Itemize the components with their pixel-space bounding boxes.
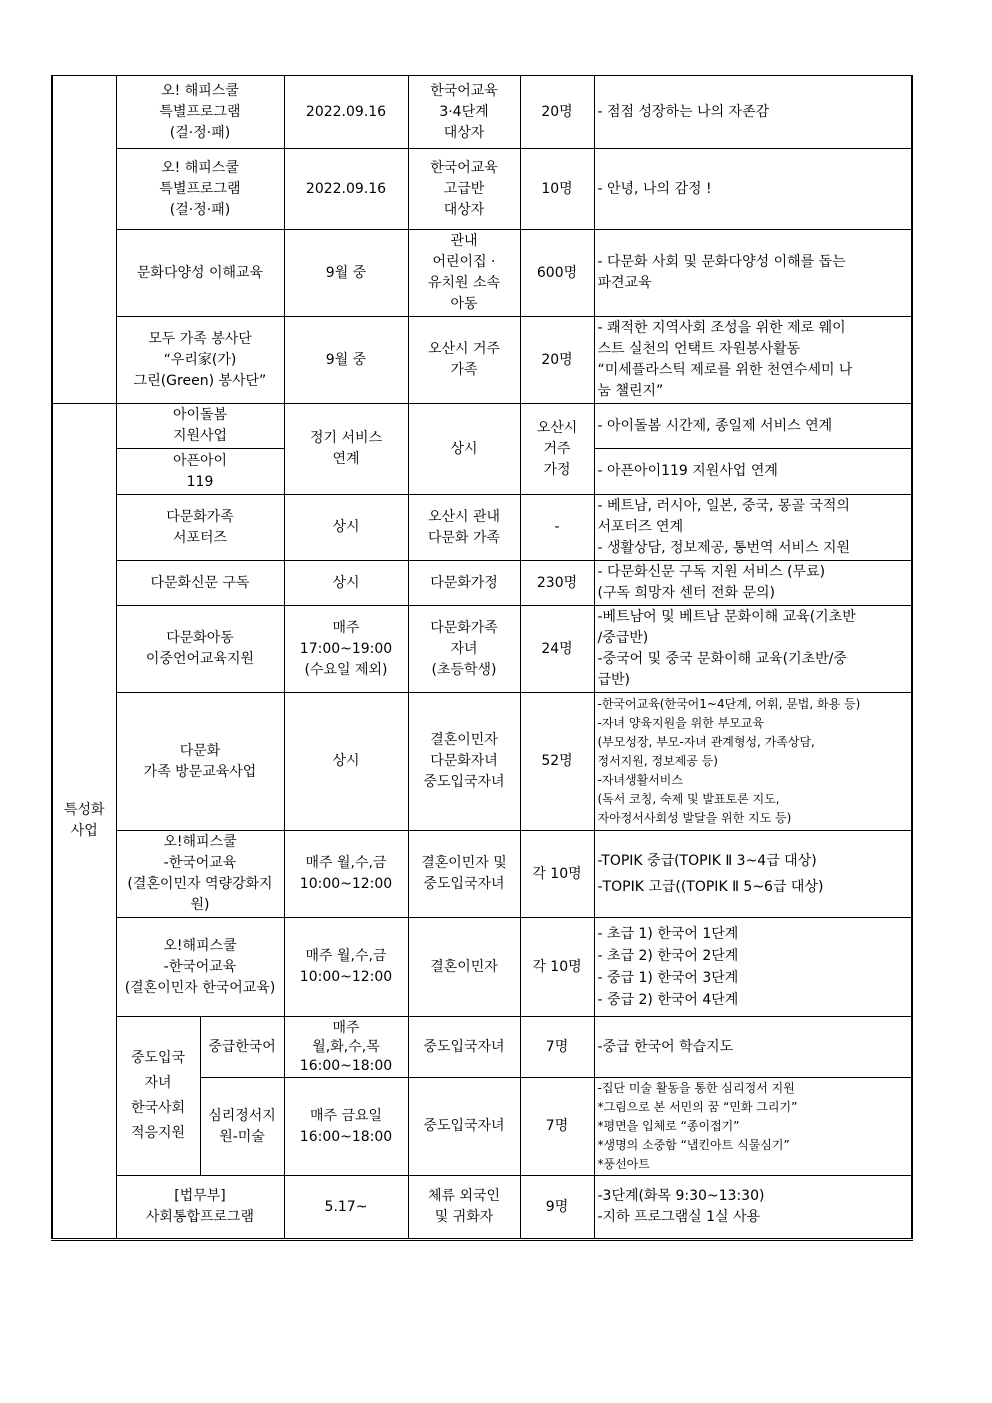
program-schedule: 매주 월,수,금 10:00~12:00 xyxy=(284,831,408,918)
program-target: 한국어교육 고급반 대상자 xyxy=(408,149,520,230)
program-count: 오산시 거주 가정 xyxy=(520,404,594,495)
table-row xyxy=(52,317,912,404)
program-count: 20명 xyxy=(520,317,594,404)
program-target: 오산시 거주 가족 xyxy=(408,317,520,404)
program-schedule: 9월 중 xyxy=(284,317,408,404)
program-count: 10명 xyxy=(520,149,594,230)
program-schedule: 9월 중 xyxy=(284,230,408,317)
program-name: 심리정서지 원-미술 xyxy=(200,1078,284,1176)
program-schedule: 2022.09.16 xyxy=(284,149,408,230)
table-row xyxy=(52,1017,912,1078)
program-content: - 베트남, 러시아, 일본, 중국, 몽골 국적의 서포터즈 연계 - 생활상담, 정보제공, 통번역 서비스 지원 xyxy=(594,495,912,561)
table-row xyxy=(52,693,912,831)
program-schedule: 매주 월,수,금 10:00~12:00 xyxy=(284,918,408,1017)
program-count: 7명 xyxy=(520,1017,594,1078)
program-target: 관내 어린이집 · 유치원 소속 아동 xyxy=(408,230,520,317)
program-schedule: 상시 xyxy=(284,495,408,561)
program-target: 다문화가족 자녀 (초등학생) xyxy=(408,606,520,693)
program-target: 중도입국자녀 xyxy=(408,1017,520,1078)
program-count: 52명 xyxy=(520,693,594,831)
program-count: 각 10명 xyxy=(520,918,594,1017)
program-content: - 다문화 사회 및 문화다양성 이해를 돕는 파견교육 xyxy=(594,230,912,317)
program-schedule: 2022.09.16 xyxy=(284,76,408,149)
table-row xyxy=(52,76,912,149)
program-name: 오!해피스쿨 -한국어교육 (결혼이민자 한국어교육) xyxy=(116,918,284,1017)
program-schedule: 상시 xyxy=(284,561,408,606)
table-row xyxy=(52,918,912,1017)
program-count: - xyxy=(520,495,594,561)
program-table xyxy=(51,75,913,1241)
category-cell-blank xyxy=(52,76,116,404)
program-content: - 안녕, 나의 감정 ! xyxy=(594,149,912,230)
program-group-name: 중도입국 자녀 한국사회 적응지원 xyxy=(116,1017,200,1176)
program-content: -집단 미술 활동을 통한 심리정서 지원 *그림으로 본 서민의 꿈 “민화 그리기” *평면을 입체로 “종이접기” *생명의 소중함 “냅킨아트 식물심기” *풍선아트 xyxy=(594,1078,912,1176)
program-count: 9명 xyxy=(520,1176,594,1240)
table-row xyxy=(52,495,912,561)
program-count: 600명 xyxy=(520,230,594,317)
program-content: - 쾌적한 지역사회 조성을 위한 제로 웨이 스트 실천의 언택트 자원봉사활동 “미세플라스틱 제로를 위한 천연수세미 나 눔 챌린지” xyxy=(594,317,912,404)
program-content: -베트남어 및 베트남 문화이해 교육(기초반 /중급반) -중국어 및 중국 문화이해 교육(기초반/중 급반) xyxy=(594,606,912,693)
program-name: [법무부] 사회통합프로그램 xyxy=(116,1176,284,1240)
program-content: -한국어교육(한국어1~4단계, 어휘, 문법, 화용 등) -자녀 양육지원을 위한 부모교육 (부모성장, 부모-자녀 관계형성, 가족상담, 정서지원, 정보제공 등) -자녀생활서비스 (독서 코칭, 숙제 및 발표토론 지도, 자아정서사회성 발달을 위한 지도 등) xyxy=(594,693,912,831)
program-content: - 초급 1) 한국어 1단계 - 초급 2) 한국어 2단계 - 중급 1) 한국어 3단계 - 중급 2) 한국어 4단계 xyxy=(594,918,912,1017)
program-schedule: 상시 xyxy=(284,693,408,831)
program-content: -중급 한국어 학습지도 xyxy=(594,1017,912,1078)
program-count: 230명 xyxy=(520,561,594,606)
program-name: 오!해피스쿨 -한국어교육 (결혼이민자 역량강화지원) xyxy=(116,831,284,918)
program-target: 다문화가정 xyxy=(408,561,520,606)
program-name: 중급한국어 xyxy=(200,1017,284,1078)
program-count: 7명 xyxy=(520,1078,594,1176)
program-schedule: 정기 서비스 연계 xyxy=(284,404,408,495)
program-name: 다문화아동 이중언어교육지원 xyxy=(116,606,284,693)
program-name: 오! 해피스쿨 특별프로그램 (걸·정·패) xyxy=(116,149,284,230)
program-content: - 아픈아이119 지원사업 연계 xyxy=(594,449,912,495)
section-label: 특성화 사업 xyxy=(52,404,116,1240)
program-name: 다문화가족 서포터즈 xyxy=(116,495,284,561)
program-schedule: 매주 월,화,수,목 16:00~18:00 xyxy=(284,1017,408,1078)
table-row xyxy=(52,230,912,317)
program-schedule: 5.17~ xyxy=(284,1176,408,1240)
program-name: 다문화신문 구독 xyxy=(116,561,284,606)
program-count: 24명 xyxy=(520,606,594,693)
table-row xyxy=(52,404,912,449)
program-content: -3단계(화목 9:30~13:30) -지하 프로그램실 1실 사용 xyxy=(594,1176,912,1240)
table-row xyxy=(52,831,912,918)
program-target: 오산시 관내 다문화 가족 xyxy=(408,495,520,561)
program-content: - 점점 성장하는 나의 자존감 xyxy=(594,76,912,149)
program-target: 중도입국자녀 xyxy=(408,1078,520,1176)
program-content: - 아이돌봄 시간제, 종일제 서비스 연계 xyxy=(594,404,912,449)
program-target: 한국어교육 3·4단계 대상자 xyxy=(408,76,520,149)
table-row xyxy=(52,561,912,606)
program-target: 결혼이민자 xyxy=(408,918,520,1017)
table-row xyxy=(52,1176,912,1240)
program-target: 결혼이민자 및 중도입국자녀 xyxy=(408,831,520,918)
program-schedule: 매주 17:00~19:00 (수요일 제외) xyxy=(284,606,408,693)
program-name: 문화다양성 이해교육 xyxy=(116,230,284,317)
program-content: -TOPIK 중급(TOPIK Ⅱ 3~4급 대상) -TOPIK 고급((TOPIK Ⅱ 5~6급 대상) xyxy=(594,831,912,918)
program-name: 아픈아이 119 xyxy=(116,449,284,495)
program-schedule: 매주 금요일 16:00~18:00 xyxy=(284,1078,408,1176)
program-name: 오! 해피스쿨 특별프로그램 (걸·정·패) xyxy=(116,76,284,149)
table-row xyxy=(52,149,912,230)
program-target: 체류 외국인 및 귀화자 xyxy=(408,1176,520,1240)
program-target: 상시 xyxy=(408,404,520,495)
program-name: 다문화 가족 방문교육사업 xyxy=(116,693,284,831)
program-count: 각 10명 xyxy=(520,831,594,918)
program-name: 아이돌봄 지원사업 xyxy=(116,404,284,449)
program-name: 모두 가족 봉사단 “우리家(가) 그린(Green) 봉사단” xyxy=(116,317,284,404)
program-target: 결혼이민자 다문화자녀 중도입국자녀 xyxy=(408,693,520,831)
program-content: - 다문화신문 구독 지원 서비스 (무료) (구독 희망자 센터 전화 문의) xyxy=(594,561,912,606)
program-count: 20명 xyxy=(520,76,594,149)
table-row xyxy=(52,606,912,693)
